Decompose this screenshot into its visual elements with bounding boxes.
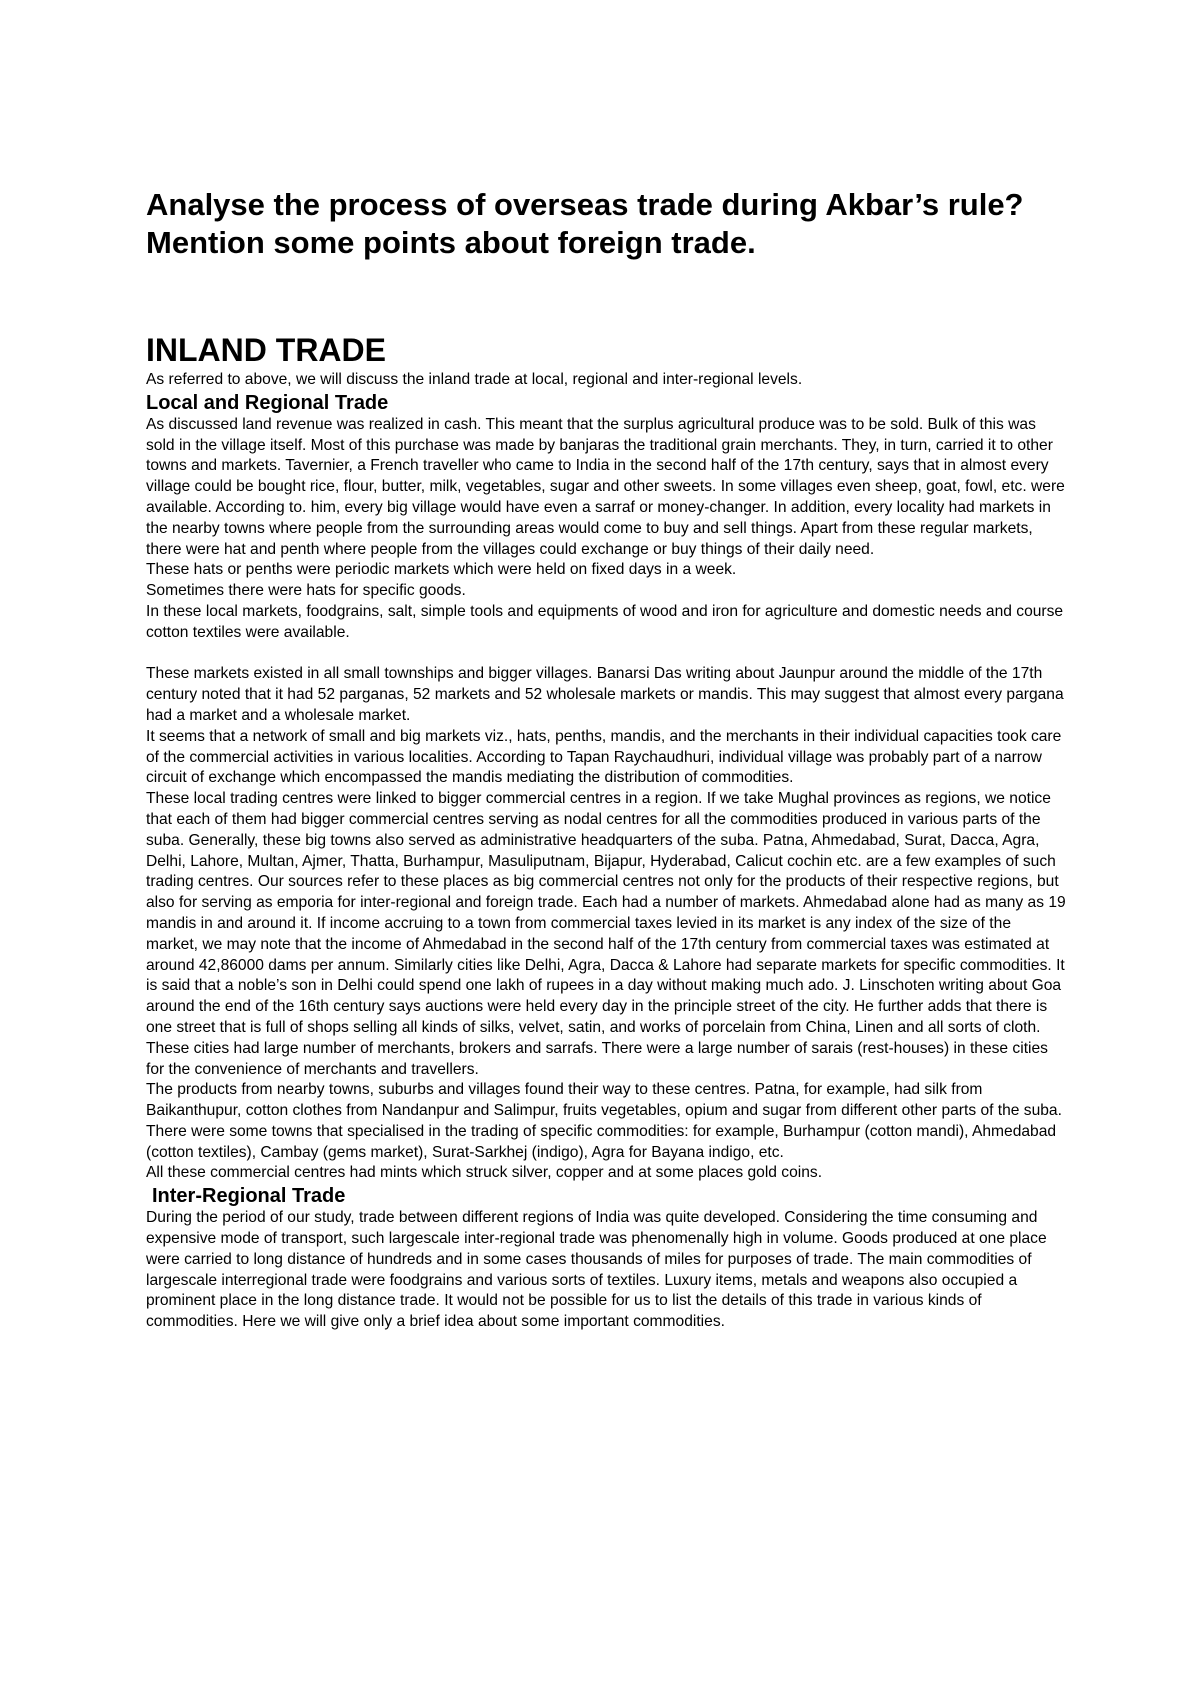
paragraph: It seems that a network of small and big markets viz., hats, penths, mandis, and the merchants in their individual capacities took care of the commercial activities in various localities. According to Tapan Raychaudhuri, individual village was probably part of a narrow circuit of exchange which encompassed the mandis mediating the distribution of commodities. (146, 727, 1062, 787)
paragraph: Sometimes there were hats for specific goods. (146, 582, 466, 600)
question-line-2: Mention some points about foreign trade. (146, 225, 756, 260)
paragraph: These local trading centres were linked to bigger commercial centres in a region. If we take Mughal provinces as regions, we notice that each of them had bigger commercial centres serving as nodal centres for all the commodities produced in various parts of the suba. Generally, these big towns also served as administrative headquarters of the suba. Patna, Ahmedabad, Surat, Dacca, Agra, Delhi, Lahore, Multan, Ajmer, Thatta, Burhampur, Masuliputnam, Bijapur, Hyderabad, Calicut cochin etc. are a few examples of such trading centres. Our sources refer to these places as big commercial centres not only for the products of their respective regions, but also for serving as emporia for inter-regional and foreign trade. Each had a number of markets. Ahmedabad alone had as many as 19 mandis in and around it. If income accruing to a town from commercial taxes levied in its market is any index of the size of the market, we may note that the income of Ahmedabad in the second half of the 17th century from commercial taxes was estimated at around 42,86000 dams per annum. Similarly cities like Delhi, Agra, Dacca & Lahore had separate markets for specific commodities. It is said that a noble’s son in Delhi could spend one lakh of rupees in a day without making much ado. J. Linschoten writing about Goa around the end of the 16th century says auctions were held every day in the principle street of the city. He further adds that there is one street that is full of shops selling all kinds of silks, velvet, satin, and works of porcelain from China, Linen and all sorts of cloth. These cities had large number of merchants, brokers and sarrafs. There were a large number of sarais (rest-houses) in these cities for the convenience of merchants and travellers. (146, 790, 1066, 1078)
paragraph: These markets existed in all small townships and bigger villages. Banarsi Das writing about Jaunpur around the middle of the 17th century noted that it had 52 parganas, 52 markets and 52 wholesale markets or mandis. This may suggest that almost every pargana had a market and a wholesale market. (146, 665, 1064, 724)
subheading-inter-regional: Inter-Regional Trade (152, 1185, 346, 1208)
paragraph: During the period of our study, trade between different regions of India was quite developed. Considering the time consuming and expensive mode of transport, such largescale inter-regional trade was phenomenally high in volume. Goods produced at one place were carried to long distance of hundreds and in some cases thousands of miles for purposes of trade. The main commodities of largescale interregional trade were foodgrains and various sorts of textiles. Luxury items, metals and weapons also occupied a prominent place in the long distance trade. It would not be possible for us to list the details of this trade in various kinds of commodities. Here we will give only a brief idea about some important commodities. (146, 1209, 1047, 1331)
question-line-1: Analyse the process of overseas trade during Akbar’s rule? (146, 187, 1024, 222)
section-intro: As referred to above, we will discuss the inland trade at local, regional and inter-regional levels. (146, 371, 803, 388)
paragraph: All these commercial centres had mints which struck silver, copper and at some places gold coins. (146, 1164, 823, 1182)
paragraph: There were some towns that specialised in the trading of specific commodities: for example, Burhampur (cotton mandi), Ahmedabad (cotton textiles), Cambay (gems market), Surat-Sarkhej (indigo), Agra for Bayana indigo, etc. (146, 1122, 1057, 1161)
paragraph: As discussed land revenue was realized in cash. This meant that the surplus agricultural produce was to be sold. Bulk of this was sold in the village itself. Most of this purchase was made by banjaras the traditional grain merchants. They, in turn, carried it to other towns and markets. Tavernier, a French traveller who came to India in the second half of the 17th century, says that in almost every village could be bought rice, flour, butter, milk, vegetables, sugar and other sweets. In some villages even sheep, goat, fowl, etc. were available. According to. him, every big village would have even a sarraf or money-changer. In addition, every locality had markets in the nearby towns where people from the surrounding areas would come to buy and sell things. Apart from these regular markets, there were hat and penth where people from the villages could exchange or buy things of their daily need. (146, 415, 1065, 558)
section-title: INLAND TRADE (146, 332, 386, 368)
paragraph-gap (146, 644, 1066, 665)
subheading-local-regional: Local and Regional Trade (146, 391, 389, 414)
question-heading (146, 186, 1066, 262)
paragraph: These hats or penths were periodic markets which were held on fixed days in a week. (146, 561, 737, 579)
paragraph: The products from nearby towns, suburbs and villages found their way to these centres. Patna, for example, had silk from Baikanthupur, cotton clothes from Nandanpur and Salimpur, fruits vegetables, opium and sugar from different other parts of the suba. (146, 1081, 1062, 1120)
document-page (146, 186, 1066, 1333)
paragraph: In these local markets, foodgrains, salt, simple tools and equipments of wood and iron for agriculture and domestic needs and course cotton textiles were available. (146, 602, 1064, 641)
